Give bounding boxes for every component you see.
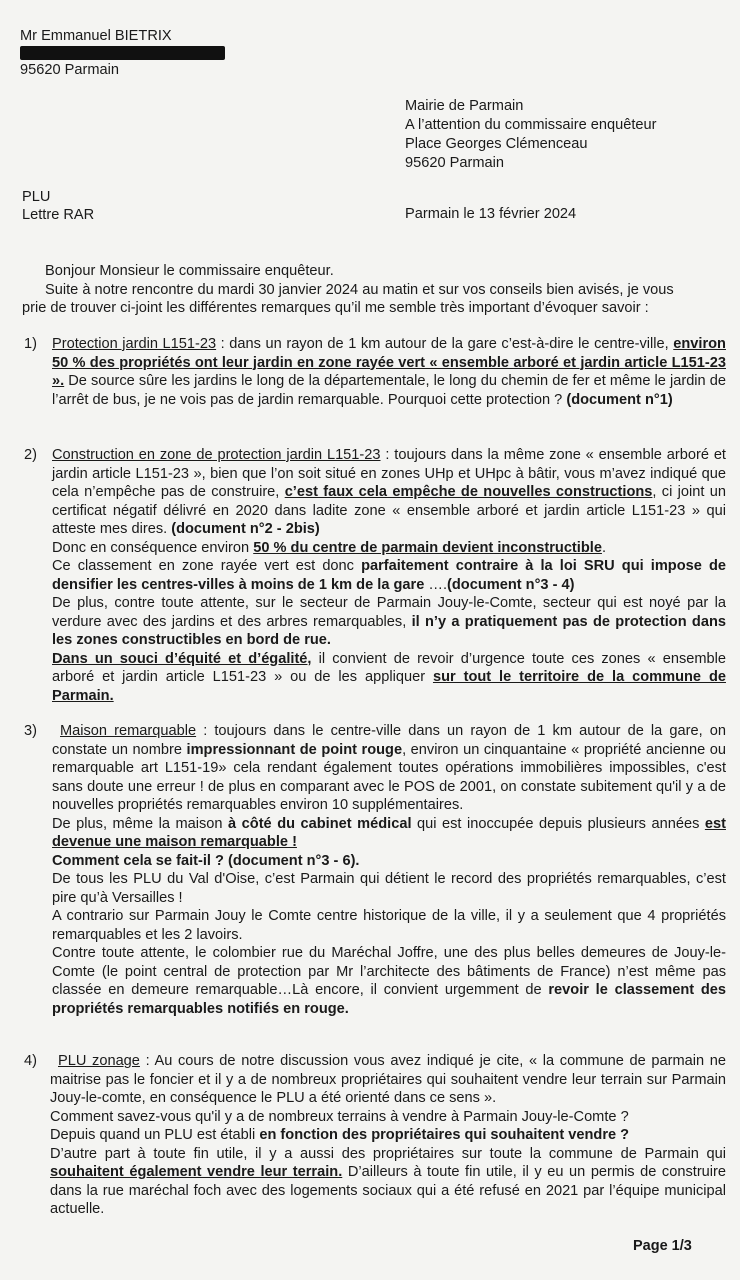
remark-emphasis: est devenue une maison remarquable ! — [52, 815, 726, 850]
remark-text: A contrario sur Parmain Jouy le Comte centre historique de la ville, il y a seulement que 4 propriétés remarquables et les 2 lavoirs. — [52, 908, 726, 943]
greeting: Bonjour Monsieur le commissaire enquêteur. — [45, 263, 334, 279]
remark-text: : toujours dans la même zone « ensemble arboré et jardin article L151-23 », bien que l’on soit situé en zones UHp et UHpc à bâtir, vous m’avez indiqué que cela n’empêche pas de construire, — [52, 447, 726, 500]
remark-number: 3) — [24, 723, 37, 739]
remark-emphasis: 50 % du centre de parmain devient inconstructible — [253, 539, 602, 556]
remark-text: …. — [424, 576, 448, 593]
redaction-mark — [20, 46, 225, 60]
remark-emphasis: sur tout le territoire de la commune de Parmain. — [52, 669, 726, 704]
remark-emphasis: Comment cela se fait-il ? (document n°3 - 6). — [52, 852, 360, 869]
remark-text: : Au cours de notre discussion vous avez indiqué je cite, « la commune de parmain ne maitrise pas le foncier et il y a de nombreux propriétaires qui souhaitent vendre leur terrain sur Parmain Jouy-le-comte, en conséquence le PLU a été orienté dans ce sens ». — [50, 1053, 726, 1106]
remark-emphasis: Dans un souci d’équité et d’égalité, — [52, 650, 312, 667]
page-number: Page 1/3 — [633, 1238, 692, 1254]
remark-emphasis: revoir le classement des propriétés remarquables notifiés en rouge. — [52, 982, 727, 1017]
recipient-line: Place Georges Clémenceau — [405, 136, 588, 152]
reference-mail-type: Lettre RAR — [22, 207, 95, 223]
document-reference: (document n°2 - 2bis) — [171, 521, 320, 537]
remark-text: qui est inoccupée depuis plusieurs années — [411, 815, 705, 832]
remark-text: Comment savez-vous qu'il y a de nombreux terrains à vendre à Parmain Jouy-le-Comte ? — [50, 1108, 629, 1125]
remark-emphasis: en fonction des propriétaires qui souhaitent vendre ? — [259, 1127, 630, 1143]
document-reference: (document n°1) — [566, 391, 673, 408]
sender-address-redacted — [20, 45, 225, 62]
remark-1 — [24, 335, 726, 409]
sender-city: 95620 Parmain — [20, 62, 119, 78]
intro-line: prie de trouver ci-joint les différentes remarques qu’il me semble très important d’évoquer savoir : — [22, 300, 649, 316]
recipient-line: Mairie de Parmain — [405, 98, 524, 114]
remark-2 — [24, 446, 726, 705]
reference-subject: PLU — [22, 189, 51, 205]
remark-text: De source sûre les jardins le long de la départementale, le long du chemin de fer et même le jardin de l’arrêt de bus, je ne vois pas de jardin remarquable. Pourquoi cette protection ? — [52, 373, 726, 408]
remark-title: Protection jardin L151-23 — [52, 336, 217, 352]
remark-text: Ce classement en zone rayée vert est donc — [52, 558, 362, 574]
remark-text: il convient de revoir d’urgence toute ces zones « ensemble arboré et jardin article L151-23 » ou de les appliquer — [52, 650, 726, 685]
remark-text: De tous les PLU du Val d'Oise, c’est Parmain qui détient le record des propriétés remarquables, c’est pire qu’à Versailles ! — [52, 871, 726, 906]
remark-text: D’autre part à toute fin utile, il y a aussi des propriétaires sur toute la commune de Parmain qui — [50, 1145, 726, 1162]
recipient-line: A l’attention du commissaire enquêteur — [405, 117, 657, 133]
remark-emphasis: c’est faux cela empêche de nouvelles constructions — [284, 484, 653, 500]
remark-text: Contre toute attente, le colombier rue du Maréchal Joffre, une des plus belles demeures de Jouy-le-Comte (le point central de protection par Mr l’architecte des bâtiments de France) n’est même pas classée en demeure remarquable…Là encore, il convient urgemment de — [52, 945, 726, 998]
remark-text: : dans un rayon de 1 km autour de la gare c’est-à-dire le centre-ville, — [216, 336, 674, 352]
sender-block — [20, 28, 225, 79]
remark-emphasis: souhaitent également vendre leur terrain. — [50, 1164, 343, 1180]
remark-emphasis: environ 50 % des propriétés ont leur jardin en zone rayée vert « ensemble arboré et jardin article L151-23 ». — [52, 336, 726, 389]
remark-4 — [24, 1052, 726, 1219]
remark-text: D’ailleurs à toute fin utile, il y eu un permis de construire dans la rue maréchal foch avec des logements sociaux qui a été refusé en 2021 par l’équipe municipal actuelle. — [50, 1164, 727, 1217]
remark-text: : toujours dans le centre-ville dans un rayon de 1 km autour de la gare, on constate un nombre — [52, 723, 726, 758]
remark-title: Construction en zone de protection jardin L151-23 — [52, 447, 381, 463]
recipient-line: 95620 Parmain — [405, 155, 504, 171]
remark-title: PLU zonage — [58, 1053, 140, 1069]
remark-number: 1) — [24, 336, 37, 352]
remark-text: , ci joint un certificat négatif délivré en 2020 dans ladite zone « ensemble arboré et jardin article L151-23 » qui atteste mes dires. — [52, 484, 726, 537]
remark-number: 2) — [24, 447, 37, 463]
recipient-block — [405, 97, 656, 173]
remark-3 — [24, 722, 726, 1018]
remark-text: . — [601, 539, 606, 556]
remark-number: 4) — [24, 1053, 37, 1069]
document-reference: (document n°3 - 4) — [447, 576, 575, 593]
remark-emphasis: impressionnant de point rouge — [186, 741, 403, 758]
remark-emphasis: parfaitement contraire à la loi SRU qui impose de densifier les centres-villes à moins de 1 km de la gare — [52, 558, 726, 593]
remark-text: Depuis quand un PLU est établi — [50, 1127, 260, 1143]
remark-text: De plus, même la maison — [52, 815, 229, 832]
remark-text: De plus, contre toute attente, sur le secteur de Parmain Jouy-le-Comte, secteur qui est noyé par la verdure avec des jardins et des arbres remarquables, — [52, 595, 726, 630]
remark-emphasis: à côté du cabinet médical — [228, 815, 412, 832]
intro-paragraph — [22, 262, 726, 318]
intro-line: Suite à notre rencontre du mardi 30 janvier 2024 au matin et sur vos conseils bien avisés, je vous — [45, 281, 674, 298]
remark-title: Maison remarquable — [60, 723, 197, 739]
remark-text: Donc en conséquence environ — [52, 539, 254, 556]
letter-date: Parmain le 13 février 2024 — [405, 206, 577, 222]
reference-block — [22, 188, 94, 224]
remark-text: , environ un cinquantaine « propriété ancienne ou remarquable art L151-19» cela rendant également toutes opérations immobilières impossibles, c'est sans doute une erreur ! de plus en comparant avec le POS de 2001, on constate subitement qu'il y a de nouvelles propriétés remarquables environ 10 supplémentaires. — [52, 741, 726, 813]
sender-name: Mr Emmanuel BIETRIX — [20, 28, 172, 44]
remark-emphasis: il n’y a pratiquement pas de protection dans les zones constructibles en bord de rue. — [52, 613, 726, 648]
